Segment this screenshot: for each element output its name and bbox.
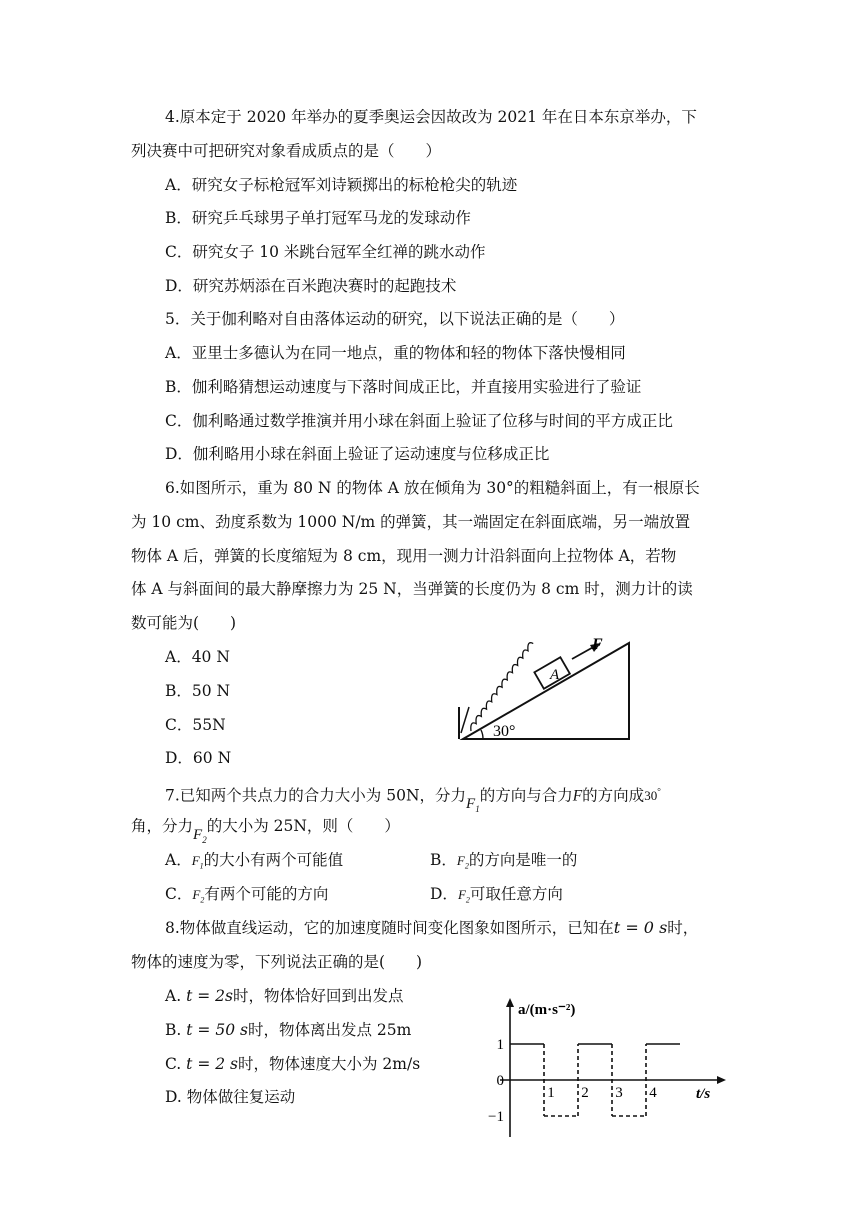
q7-stem-line-2 — [131, 816, 400, 845]
q7-option-a: A．$F_1$的大小有两个可能值 — [165, 851, 344, 871]
q8-stem-part-1: 8.物体做直线运动，它的加速度随时间变化图象如图所示，已知在 — [165, 919, 614, 937]
q8-option-c: C. t = 2 s时，物体速度大小为 2m/s — [165, 1055, 421, 1073]
incline-triangle — [463, 643, 629, 739]
angle-label: 30° — [493, 723, 516, 740]
x-tick-label: 1 — [547, 1085, 555, 1101]
q4-option-b: B．研究乒乓球男子单打冠军马龙的发球动作 — [165, 209, 471, 227]
x-axis-label: t/s — [696, 1086, 711, 1102]
q6-stem-line-4: 体 A 与斜面间的最大静摩擦力为 25 N，当弹簧的长度仍为 8 cm 时，测力计的读 — [131, 580, 693, 598]
q8-option-b: B. t = 50 s时，物体离出发点 25m — [165, 1021, 412, 1039]
q4-option-d: D．研究苏炳添在百米跑决赛时的起跑技术 — [165, 277, 457, 295]
q6-option-c: C．55N — [165, 716, 226, 734]
f1-symbol-a: $F_1$ — [191, 853, 204, 871]
q6-stem-line-5: 数可能为( ) — [131, 614, 237, 632]
q4-option-c: C．研究女子 10 米跳台冠军全红禅的跳水动作 — [165, 243, 486, 261]
q5-stem: 5．关于伽利略对自由落体运动的研究，以下说法正确的是（ ） — [165, 310, 625, 328]
q6-stem-line-1: 6.如图所示，重为 80 N 的物体 A 放在倾角为 30°的粗糙斜面上，有一根原长 — [165, 479, 700, 497]
q5-option-c: C．伽利略通过数学推演并用小球在斜面上验证了位移与时间的平方成正比 — [165, 412, 673, 430]
q7-stem-line-1 — [165, 782, 661, 815]
f2-symbol-d: $F_2$ — [457, 887, 470, 905]
y-tick-label: 0 — [496, 1073, 504, 1089]
f1-symbol: $F_1$ — [466, 796, 480, 815]
q7-stem-part-5: 的大小为 25N，则（ ） — [206, 817, 400, 835]
q4-stem-line-1: 4.原本定于 2020 年举办的夏季奥运会因故改为 2021 年在日本东京举办，下 — [165, 108, 697, 126]
incline-figure — [455, 635, 635, 745]
q7-angle: 30° — [644, 787, 661, 804]
q8-stem-line-1 — [165, 918, 698, 938]
q6-stem-line-2: 为 10 cm、劲度系数为 1000 N/m 的弹簧，其一端固定在斜面底端，另一端放置 — [131, 513, 691, 531]
q7-option-c: C．$F_2$有两个可能的方向 — [165, 885, 329, 905]
block-a-label: A — [550, 667, 560, 683]
x-tick-label: 3 — [615, 1085, 623, 1101]
q6-stem-line-3: 物体 A 后，弹簧的长度缩短为 8 cm，现用一测力计沿斜面向上拉物体 A，若物 — [131, 547, 677, 565]
y-tick-label: −1 — [488, 1109, 504, 1125]
f2-symbol-c: $F_2$ — [192, 887, 205, 905]
force-f-symbol: F — [572, 787, 583, 805]
y-axis-label: a/(m·s⁻²) — [518, 1002, 576, 1018]
q6-option-b: B．50 N — [165, 682, 231, 700]
q7-stem-part-2: 的方向与合力 — [479, 786, 573, 805]
q8-option-d: D. 物体做往复运动 — [165, 1088, 296, 1106]
q4-stem-line-2: 列决赛中可把研究对象看成质点的是（ ） — [131, 142, 442, 160]
q6-option-a: A．40 N — [165, 648, 230, 666]
q7-stem-part-4: 角，分力 — [131, 817, 194, 835]
f2-symbol-b: $F_2$ — [456, 853, 469, 871]
q7-option-b: B．$F_2$的方向是唯一的 — [430, 851, 578, 871]
f2-symbol: $F_2$ — [193, 827, 207, 845]
q8-math-t0: t = 0 s — [613, 918, 668, 937]
q6-option-d: D．60 N — [165, 749, 232, 767]
spring — [455, 642, 556, 731]
wall-plate — [461, 707, 469, 733]
q5-option-d: D．伽利略用小球在斜面上验证了运动速度与位移成正比 — [165, 445, 550, 463]
q8-option-a: A. t = 2s时，物体恰好回到出发点 — [165, 987, 404, 1005]
q7-stem-part-1: 7.已知两个共点力的合力大小为 50N，分力 — [165, 786, 467, 805]
q7-option-d: D．$F_2$可取任意方向 — [430, 885, 563, 905]
q4-option-a: A．研究女子标枪冠军刘诗颖掷出的标枪枪尖的轨迹 — [165, 176, 518, 194]
x-axis-arrow — [717, 1076, 726, 1084]
force-label: F — [592, 636, 603, 653]
q8-stem-line-2: 物体的速度为零，下列说法正确的是( ) — [131, 953, 423, 971]
acceleration-time-chart — [470, 992, 730, 1142]
q8-stem-part-2: 时， — [667, 919, 699, 937]
q5-option-b: B．伽利略猜想运动速度与下落时间成正比，并直接用实验进行了验证 — [165, 378, 642, 396]
x-tick-label: 4 — [649, 1085, 657, 1101]
q7-stem-part-3: 的方向成 — [582, 786, 645, 805]
angle-arc — [481, 730, 483, 739]
q5-option-a: A．亚里士多德认为在同一地点，重的物体和轻的物体下落快慢相同 — [165, 344, 626, 362]
x-tick-label: 2 — [581, 1085, 589, 1101]
y-tick-label: 1 — [496, 1037, 504, 1053]
y-axis-arrow — [506, 998, 514, 1007]
